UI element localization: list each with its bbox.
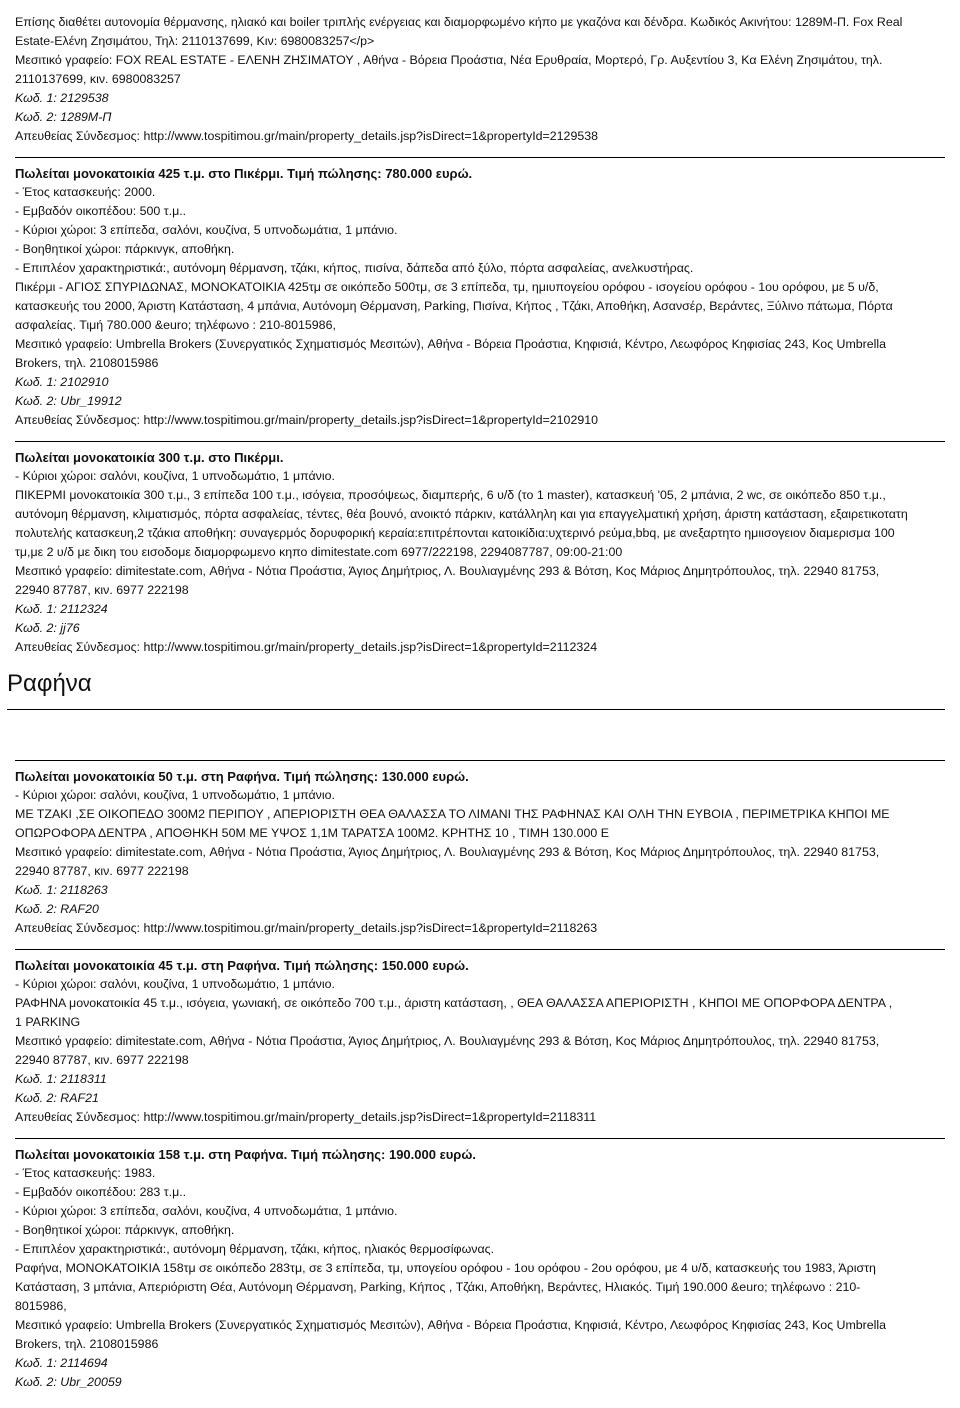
direct-link[interactable]: Απευθείας Σύνδεσμος: http://www.tospitimou.gr/main/property_details.jsp?isDirect=1&propertyId=2118263 xyxy=(15,921,598,935)
text-line: - Έτος κατασκευής: 1983. xyxy=(15,1166,156,1180)
text-line: - Κύριοι χώροι: σαλόνι, κουζίνα, 1 υπνοδωμάτιο, 1 μπάνιο. xyxy=(15,788,335,802)
document-page xyxy=(7,13,945,1392)
code-1: Κωδ. 1: 2118263 xyxy=(15,883,108,897)
text-line: - Εμβαδόν οικοπέδου: 283 τ.μ.. xyxy=(15,1185,187,1199)
text-line: ΜΕ ΤΖΑΚΙ ,ΣΕ ΟΙΚΟΠΕΔΟ 300Μ2 ΠΕΡΙΠΟΥ , ΑΠΕΡΙΟΡΙΣΤΗ ΘΕΑ ΘΑΛΑΣΣΑ ΤΟ ΛΙΜΑΝΙ ΤΗΣ ΡΑΦΗΝΑΣ ΚΑΙ ΟΛΗ ΤΗΝ ΕΥΒΟΙΑ , ΠΕΡΙΜΕΤΡΙΚΑ ΚΗΠΟΙ ΜΕ xyxy=(15,807,890,821)
listing-4 xyxy=(15,949,945,1127)
text-line: κατασκευής του 2000, Άριστη Κατάσταση, 4 μπάνια, Αυτόνομη Θέρμανση, Parking, Πισίνα, Κήπος , Τζάκι, Αποθήκη, Ασανσέρ, Βεράντες, Ξύλινο πάτωμα, Πόρτα xyxy=(15,299,893,313)
text-line: 8015986, xyxy=(15,1299,67,1313)
agency-line: Μεσιτικό γραφείο: Umbrella Brokers (Συνεργατικός Σχηματισμός Μεσιτών), Αθήνα - Βόρεια Προάστια, Κηφισιά, Κέντρο, Λεωφόρος Κηφισίας 243, Κος Umbrella xyxy=(15,1318,887,1332)
code-2: Κωδ. 2: jj76 xyxy=(15,621,80,635)
code-2: Κωδ. 2: RAF20 xyxy=(15,902,99,916)
agency-phone-line: 22940 87787, κιν. 6977 222198 xyxy=(15,1053,189,1067)
code-1: Κωδ. 1: 2129538 xyxy=(15,91,109,105)
text-line: ΟΠΩΡΟΦΟΡΑ ΔΕΝΤΡΑ , ΑΠΟΘΗΚΗ 50Μ ΜΕ ΥΨΟΣ 1,1Μ ΤΑΡΑΤΣΑ 100Μ2. ΚΡΗΤΗΣ 10 , ΤΙΜΗ 130.000 Ε xyxy=(15,826,609,840)
code-1: Κωδ. 1: 2118311 xyxy=(15,1072,107,1086)
text-line: Επίσης διαθέτει αυτονομία θέρμανσης, ηλιακό και boiler τριπλής ενέργειας και διαμορφωμένο κήπο με γκαζόνα και δένδρα. Κωδικός Ακινήτου: 1289Μ-Π. Fox Real xyxy=(15,15,903,29)
agency-line: Μεσιτικό γραφείο: dimitestate.com, Αθήνα - Νότια Προάστια, Άγιος Δημήτριος, Λ. Βουλιαγμένης 293 & Βότση, Κος Μάριος Δημητρόπουλος, τηλ. 22940 81753, xyxy=(15,845,880,859)
agency-phone-line: 2110137699, κιν. 6980083257 xyxy=(15,72,181,86)
text-line: ΠΙΚΕΡΜΙ μονοκατοικία 300 τ.μ., 3 επίπεδα 100 τ.μ., ισόγεια, προσόψεως, διαμπερής, 6 υ/δ (το 1 master), κατασκευή '05, 2 μπάνια, 2 wc, σε οικόπεδο 850 τ.μ., xyxy=(15,488,886,502)
text-line: πολυτελής κατασκευη,2 τζάκια αποθήκη: συναγερμός δορυφορική κεραία:επιτρέπονται κατοικίδια:υχτερινό ρεύμα,bbq, με ανεξαρτητο ημιισογειον διαμερισμα 100 xyxy=(15,526,895,540)
text-line: - Επιπλέον χαρακτηριστικά:, αυτόνομη θέρμανση, τζάκι, κήπος, πισίνα, δάπεδα από ξύλο, πόρτα ασφαλείας, ανελκυστήρας. xyxy=(15,261,694,275)
code-1: Κωδ. 1: 2114694 xyxy=(15,1356,108,1370)
agency-phone-line: Brokers, τηλ. 2108015986 xyxy=(15,356,159,370)
code-2: Κωδ. 2: 1289Μ-Π xyxy=(15,110,112,124)
text-line: - Κύριοι χώροι: 3 επίπεδα, σαλόνι, κουζίνα, 5 υπνοδωμάτια, 1 μπάνιο. xyxy=(15,223,398,237)
direct-link[interactable]: Απευθείας Σύνδεσμος: http://www.tospitimou.gr/main/property_details.jsp?isDirect=1&propertyId=2118311 xyxy=(15,1110,597,1124)
text-line: αυτόνομη θέρμανση, κλιματισμός, πόρτα ασφαλείας, τέντες, θέα βουνό, ανοικτό πάρκιν, κατάλληλη και για επαγγελματική χρήση, άριστη κατάσταση, εξαιρετικοτατη xyxy=(15,507,908,521)
text-line: Estate-Ελένη Ζησιμάτου, Τηλ: 2110137699, Κιν: 6980083257</p> xyxy=(15,34,375,48)
text-line: - Επιπλέον χαρακτηριστικά:, αυτόνομη θέρμανση, τζάκι, κήπος, ηλιακός θερμοσίφωνας. xyxy=(15,1242,495,1256)
agency-line: Μεσιτικό γραφείο: FOX REAL ESTATE - ΕΛΕΝΗ ΖΗΣΙΜΑΤΟΥ , Αθήνα - Βόρεια Προάστια, Νέα Ερυθραία, Μορτερό, Γρ. Αυξεντίου 3, Κα Ελένη Ζησιμάτου, τηλ. xyxy=(15,53,883,67)
listing-heading: Πωλείται μονοκατοικία 50 τ.μ. στη Ραφήνα. Τιμή πώλησης: 130.000 ευρώ. xyxy=(15,760,945,786)
agency-line: Μεσιτικό γραφείο: Umbrella Brokers (Συνεργατικός Σχηματισμός Μεσιτών), Αθήνα - Βόρεια Προάστια, Κηφισιά, Κέντρο, Λεωφόρος Κηφισίας 243, Κος Umbrella xyxy=(15,337,887,351)
listing-heading: Πωλείται μονοκατοικία 425 τ.μ. στο Πικέρμι. Τιμή πώλησης: 780.000 ευρώ. xyxy=(15,157,945,183)
text-line: ασφαλείας. Τιμή 780.000 &euro; τηλέφωνο : 210-8015986, xyxy=(15,318,336,332)
code-2: Κωδ. 2: Ubr_20059 xyxy=(15,1375,122,1389)
text-line: 1 PARKING xyxy=(15,1015,81,1029)
listing-heading: Πωλείται μονοκατοικία 158 τ.μ. στη Ραφήνα. Τιμή πώλησης: 190.000 ευρώ. xyxy=(15,1138,945,1164)
code-1: Κωδ. 1: 2102910 xyxy=(15,375,109,389)
text-line: - Κύριοι χώροι: 3 επίπεδα, σαλόνι, κουζίνα, 4 υπνοδωμάτια, 1 μπάνιο. xyxy=(15,1204,398,1218)
text-line: - Βοηθητικοί χώροι: πάρκινγκ, αποθήκη. xyxy=(15,1223,235,1237)
code-2: Κωδ. 2: RAF21 xyxy=(15,1091,99,1105)
code-1: Κωδ. 1: 2112324 xyxy=(15,602,108,616)
listing-1 xyxy=(15,157,945,430)
agency-phone-line: Brokers, τηλ. 2108015986 xyxy=(15,1337,159,1351)
listing-heading: Πωλείται μονοκατοικία 300 τ.μ. στο Πικέρμι. xyxy=(15,441,945,467)
agency-line: Μεσιτικό γραφείο: dimitestate.com, Αθήνα - Νότια Προάστια, Άγιος Δημήτριος, Λ. Βουλιαγμένης 293 & Βότση, Κος Μάριος Δημητρόπουλος, τηλ. 22940 81753, xyxy=(15,564,880,578)
agency-phone-line: 22940 87787, κιν. 6977 222198 xyxy=(15,583,189,597)
text-line: τμ,με 2 υ/δ με δικη του εισοδομε διαμορφωμενο κηπο dimitestate.com 6977/222198, 2294087787, 09:00-21:00 xyxy=(15,545,623,559)
direct-link[interactable]: Απευθείας Σύνδεσμος: http://www.tospitimou.gr/main/property_details.jsp?isDirect=1&propertyId=2102910 xyxy=(15,413,599,427)
text-line: - Κύριοι χώροι: σαλόνι, κουζίνα, 1 υπνοδωμάτιο, 1 μπάνιο. xyxy=(15,977,335,991)
listing-5 xyxy=(15,1138,945,1392)
listing-heading: Πωλείται μονοκατοικία 45 τ.μ. στη Ραφήνα. Τιμή πώλησης: 150.000 ευρώ. xyxy=(15,949,945,975)
text-line: - Βοηθητικοί χώροι: πάρκινγκ, αποθήκη. xyxy=(15,242,235,256)
text-line: ΡΑΦΗΝΑ μονοκατοικία 45 τ.μ., ισόγεια, γωνιακή, σε οικόπεδο 700 τ.μ., άριστη κατάσταση, , ΘΕΑ ΘΑΛΑΣΣΑ ΑΠΕΡΙΟΡΙΣΤΗ , ΚΗΠΟΙ ΜΕ ΟΠΟΡΦΟΡΑ ΔΕΝΤΡΑ , xyxy=(15,996,893,1010)
text-line: - Εμβαδόν οικοπέδου: 500 τ.μ.. xyxy=(15,204,187,218)
direct-link[interactable]: Απευθείας Σύνδεσμος: http://www.tospitimou.gr/main/property_details.jsp?isDirect=1&propertyId=2129538 xyxy=(15,129,599,143)
section-title: Ραφήνα xyxy=(7,670,92,697)
code-2: Κωδ. 2: Ubr_19912 xyxy=(15,394,122,408)
listing-2 xyxy=(15,441,945,657)
listing-3 xyxy=(15,760,945,938)
intro-block xyxy=(15,13,945,146)
text-line: - Έτος κατασκευής: 2000. xyxy=(15,185,156,199)
text-line: Ραφήνα, ΜΟΝΟΚΑΤΟΙΚΙΑ 158τμ σε οικόπεδο 283τμ, σε 3 επίπεδα, τμ, υπογείου ορόφου - 1ου ορόφου - 2ου ορόφου, με 4 υ/δ, κατασκευής του 1983, Άριστη xyxy=(15,1261,876,1275)
direct-link[interactable]: Απευθείας Σύνδεσμος: http://www.tospitimou.gr/main/property_details.jsp?isDirect=1&propertyId=2112324 xyxy=(15,640,598,654)
text-line: Κατάσταση, 3 μπάνια, Απεριόριστη Θέα, Αυτόνομη Θέρμανση, Parking, Κήπος , Τζάκι, Αποθήκη, Βεράντες, Ηλιακός. Τιμή 190.000 &euro; τηλέφωνο : 210- xyxy=(15,1280,861,1294)
agency-line: Μεσιτικό γραφείο: dimitestate.com, Αθήνα - Νότια Προάστια, Άγιος Δημήτριος, Λ. Βουλιαγμένης 293 & Βότση, Κος Μάριος Δημητρόπουλος, τηλ. 22940 81753, xyxy=(15,1034,880,1048)
text-line: Πικέρμι - ΑΓΙΟΣ ΣΠΥΡΙΔΩΝΑΣ, ΜΟΝΟΚΑΤΟΙΚΙΑ 425τμ σε οικόπεδο 500τμ, σε 3 επίπεδα, τμ, ημιυπογείου ορόφου - ισογείου ορόφου - 1ου ορόφου, με 5 υ/δ, xyxy=(15,280,879,294)
agency-phone-line: 22940 87787, κιν. 6977 222198 xyxy=(15,864,189,878)
text-line: - Κύριοι χώροι: σαλόνι, κουζίνα, 1 υπνοδωμάτιο, 1 μπάνιο. xyxy=(15,469,335,483)
